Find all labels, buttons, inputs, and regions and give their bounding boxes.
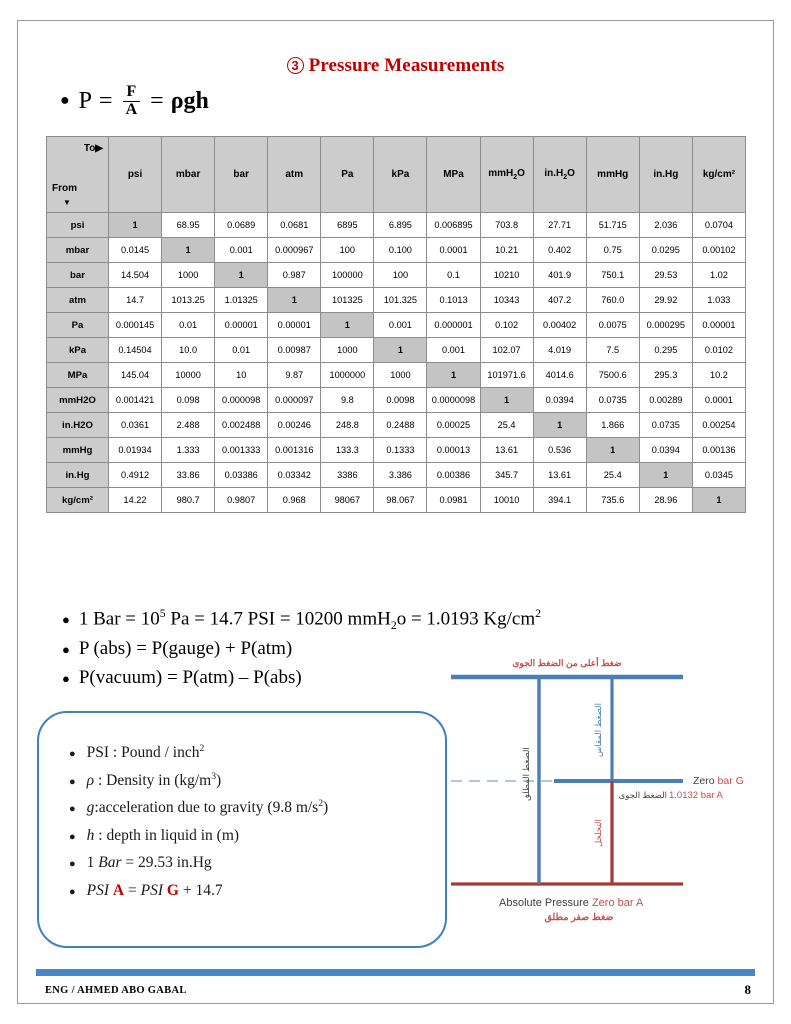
table-cell: 9.87 [268, 363, 321, 388]
table-cell: 0.0361 [109, 413, 162, 438]
table-cell: 6.895 [374, 213, 427, 238]
diagram-zero-bar-g: Zero bar G [693, 775, 744, 787]
table-cell: 407.2 [533, 288, 586, 313]
table-cell: 0.000097 [268, 388, 321, 413]
table-cell: 133.3 [321, 438, 374, 463]
table-cell: 10010 [480, 488, 533, 513]
formula-rho-gh: ρgh [170, 87, 209, 114]
table-cell: 102.07 [480, 338, 533, 363]
table-row [47, 463, 746, 488]
table-cell: 100 [374, 263, 427, 288]
table-cell: 0.0394 [639, 438, 692, 463]
table-cell: 1 [162, 238, 215, 263]
table-row [47, 313, 746, 338]
table-cell: 10.0 [162, 338, 215, 363]
table-cell: 0.102 [480, 313, 533, 338]
table-cell: 13.61 [480, 438, 533, 463]
table-cell: 100 [321, 238, 374, 263]
table-cell: 0.002488 [215, 413, 268, 438]
table-row-header: psi [47, 213, 109, 238]
table-cell: 980.7 [162, 488, 215, 513]
table-cell: 0.0102 [692, 338, 745, 363]
table-cell: 0.00289 [639, 388, 692, 413]
table-cell: 0.000145 [109, 313, 162, 338]
table-cell: 0.00386 [427, 463, 480, 488]
list-item [69, 849, 437, 877]
table-cell: 1 [480, 388, 533, 413]
table-cell: 1 [109, 213, 162, 238]
diagram-top-label: ضغط أعلى من الضغط الجوى [512, 658, 622, 668]
table-cell: 0.00013 [427, 438, 480, 463]
table-row [47, 338, 746, 363]
table-cell: 0.001333 [215, 438, 268, 463]
table-row-header: bar [47, 263, 109, 288]
bullet-icon: ● [62, 670, 70, 686]
bullet-icon: ● [69, 830, 76, 843]
diagram-bottom-label: ضغط صفر مطلق [544, 912, 614, 923]
table-cell: 401.9 [533, 263, 586, 288]
table-cell: 1 [215, 263, 268, 288]
footer-author: ENG / AHMED ABO GABAL [45, 985, 187, 996]
title-text-wrap [287, 55, 505, 77]
table-column-header: $in.H_2O$ [533, 137, 586, 213]
table-cell: 735.6 [586, 488, 639, 513]
title-label: Pressure Measurements [308, 55, 505, 76]
equation-vacuum-pressure: P(vacuum) = P(atm) – P(abs) [78, 666, 302, 688]
table-cell: 0.006895 [427, 213, 480, 238]
corner-to-label: To▶ [83, 143, 103, 154]
definition-psi-abs-gauge: PSI A = PSI G + 14.7 [86, 881, 223, 899]
table-cell: 0.0704 [692, 213, 745, 238]
table-cell: 0.01 [162, 313, 215, 338]
table-cell: 0.1333 [374, 438, 427, 463]
table-cell: 0.0000098 [427, 388, 480, 413]
table-cell: 3.386 [374, 463, 427, 488]
table-cell: 0.00102 [692, 238, 745, 263]
table-cell: 0.0689 [215, 213, 268, 238]
table-cell: 1 [533, 413, 586, 438]
table-cell: 13.61 [533, 463, 586, 488]
table-cell: 0.0735 [586, 388, 639, 413]
table-cell: 0.1 [427, 263, 480, 288]
table-cell: 10210 [480, 263, 533, 288]
definition-gravity: g:acceleration due to gravity (9.8 $m/s^2$) [86, 798, 329, 817]
footer-accent-bar [36, 969, 755, 976]
table-cell: 0.000295 [639, 313, 692, 338]
list-item [69, 767, 437, 795]
table-cell: 0.0001 [427, 238, 480, 263]
table-cell: 14.22 [109, 488, 162, 513]
table-cell: 248.8 [321, 413, 374, 438]
table-cell: 0.295 [639, 338, 692, 363]
table-row [47, 213, 746, 238]
table-cell: 0.0075 [586, 313, 639, 338]
table-cell: 0.14504 [109, 338, 162, 363]
list-item [69, 877, 437, 905]
table-cell: 101.325 [374, 288, 427, 313]
table-row-header: atm [47, 288, 109, 313]
table-cell: 1 [321, 313, 374, 338]
table-cell: 25.4 [480, 413, 533, 438]
table-row [47, 413, 746, 438]
table-cell: 0.000098 [215, 388, 268, 413]
table-cell: 0.987 [268, 263, 321, 288]
table-cell: 0.001316 [268, 438, 321, 463]
table-cell: 0.536 [533, 438, 586, 463]
table-cell: 10 [215, 363, 268, 388]
table-row-header: in.Hg [47, 463, 109, 488]
table-cell: 1000 [321, 338, 374, 363]
table-cell: 4.019 [533, 338, 586, 363]
table-cell: 1000 [162, 263, 215, 288]
pressure-diagram-svg [451, 648, 771, 923]
table-cell: 0.00001 [268, 313, 321, 338]
table-column-header: mmHg [586, 137, 639, 213]
conversion-table-container [46, 136, 746, 513]
table-row-header: mbar [47, 238, 109, 263]
table-cell: 345.7 [480, 463, 533, 488]
page-number: 8 [744, 982, 751, 997]
table-row [47, 488, 746, 513]
table-column-header: Pa [321, 137, 374, 213]
table-cell: 1 [268, 288, 321, 313]
table-cell: 394.1 [533, 488, 586, 513]
table-cell: 0.00025 [427, 413, 480, 438]
table-cell: 4014.6 [533, 363, 586, 388]
table-cell: 0.00987 [268, 338, 321, 363]
table-cell: 1000 [374, 363, 427, 388]
table-column-header: mbar [162, 137, 215, 213]
table-cell: 2.488 [162, 413, 215, 438]
table-cell: 51.715 [586, 213, 639, 238]
diagram-absolute-label: الضغط المطلق [521, 747, 531, 801]
bullet-icon: ● [62, 612, 70, 628]
definition-psi: PSI : Pound / inch$^2$ [86, 742, 205, 761]
table-row [47, 363, 746, 388]
table-cell: 0.968 [268, 488, 321, 513]
table-row-header: in.H2O [47, 413, 109, 438]
table-cell: 0.75 [586, 238, 639, 263]
list-item [69, 822, 437, 850]
table-cell: 0.00001 [215, 313, 268, 338]
definition-bar-inhg: 1 Bar = 29.53 in.Hg [86, 854, 212, 872]
table-row [47, 388, 746, 413]
table-cell: 0.01 [215, 338, 268, 363]
formula-numerator: F [126, 83, 137, 100]
table-cell: 14.7 [109, 288, 162, 313]
title-number-badge: 3 [287, 57, 304, 74]
table-cell: 25.4 [586, 463, 639, 488]
table-cell: 295.3 [639, 363, 692, 388]
table-cell: 1 [639, 463, 692, 488]
diagram-absolute-pressure-label: Absolute Pressure Zero bar A [499, 897, 644, 909]
table-cell: 33.86 [162, 463, 215, 488]
table-column-header: psi [109, 137, 162, 213]
table-column-header: MPa [427, 137, 480, 213]
table-header-row [47, 137, 746, 213]
table-cell: 1.866 [586, 413, 639, 438]
main-formula [60, 84, 209, 119]
table-cell: 98.067 [374, 488, 427, 513]
table-header [47, 137, 746, 213]
table-cell: 68.95 [162, 213, 215, 238]
table-cell: 145.04 [109, 363, 162, 388]
formula-equals-1: = [99, 87, 113, 114]
table-cell: 10.21 [480, 238, 533, 263]
table-cell: 750.1 [586, 263, 639, 288]
table-cell: 1.033 [692, 288, 745, 313]
list-item [69, 739, 437, 767]
table-cell: 0.00136 [692, 438, 745, 463]
table-cell: 0.001421 [109, 388, 162, 413]
table-cell: 2.036 [639, 213, 692, 238]
table-cell: 29.53 [639, 263, 692, 288]
table-cell: 0.4912 [109, 463, 162, 488]
table-column-header: bar [215, 137, 268, 213]
table-column-header: kg/cm² [692, 137, 745, 213]
table-cell: 101325 [321, 288, 374, 313]
table-row-header: kg/cm² [47, 488, 109, 513]
bullet-icon: ● [69, 775, 76, 788]
formula-p: P [78, 87, 93, 114]
table-cell: 29.92 [639, 288, 692, 313]
table-row-header: mmHg [47, 438, 109, 463]
table-cell: 0.00246 [268, 413, 321, 438]
table-corner-cell [47, 137, 109, 213]
diagram-atm-value: 1.0132 bar A [669, 790, 723, 801]
table-column-header: atm [268, 137, 321, 213]
table-cell: 1013.25 [162, 288, 215, 313]
table-cell: 0.0981 [427, 488, 480, 513]
table-cell: 0.000967 [268, 238, 321, 263]
table-cell: 0.00402 [533, 313, 586, 338]
list-item [69, 794, 437, 822]
table-column-header: mmH$_2$O [480, 137, 533, 213]
bullet-icon: ● [60, 92, 70, 110]
table-cell: 1 [586, 438, 639, 463]
formula-equals-2: = [150, 87, 164, 114]
table-row [47, 288, 746, 313]
table-cell: 9.8 [321, 388, 374, 413]
table-row-header: Pa [47, 313, 109, 338]
table-cell: 0.00254 [692, 413, 745, 438]
table-cell: 101971.6 [480, 363, 533, 388]
bullet-icon: ● [69, 803, 76, 816]
table-cell: 1000000 [321, 363, 374, 388]
table-cell: 1.01325 [215, 288, 268, 313]
table-cell: 0.402 [533, 238, 586, 263]
table-row [47, 238, 746, 263]
table-cell: 1.333 [162, 438, 215, 463]
diagram-gauge-label: الضغط المقاس [593, 703, 603, 757]
table-column-header: in.Hg [639, 137, 692, 213]
corner-from-label: From [52, 183, 77, 194]
table-cell: 0.0295 [639, 238, 692, 263]
table-cell: 3386 [321, 463, 374, 488]
table-cell: 28.96 [639, 488, 692, 513]
table-cell: 1 [427, 363, 480, 388]
definitions-box [37, 711, 447, 948]
table-cell: 0.03342 [268, 463, 321, 488]
table-row-header: mmH2O [47, 388, 109, 413]
table-row-header: MPa [47, 363, 109, 388]
table-cell: 0.0345 [692, 463, 745, 488]
table-cell: 0.00001 [692, 313, 745, 338]
table-row [47, 438, 746, 463]
bullet-icon: ● [69, 885, 76, 898]
table-cell: 1 [374, 338, 427, 363]
equation-absolute-pressure: P (abs) = P(gauge) + P(atm) [78, 638, 293, 660]
table-cell: 0.001 [215, 238, 268, 263]
table-cell: 0.2488 [374, 413, 427, 438]
page-title [17, 55, 774, 77]
table-cell: 0.0098 [374, 388, 427, 413]
bullet-icon: ● [69, 748, 76, 760]
table-cell: 0.000001 [427, 313, 480, 338]
table-cell: 0.0681 [268, 213, 321, 238]
definition-depth: h : depth in liquid in (m) [86, 826, 240, 844]
table-cell: 0.100 [374, 238, 427, 263]
table-cell: 10343 [480, 288, 533, 313]
chevron-down-icon: ▼ [63, 198, 71, 207]
conversion-table [46, 136, 746, 513]
table-cell: 6895 [321, 213, 374, 238]
table-cell: 0.001 [427, 338, 480, 363]
table-cell: 0.0145 [109, 238, 162, 263]
diagram-vacuum-label: التخلخل [593, 819, 603, 847]
table-cell: 703.8 [480, 213, 533, 238]
table-cell: 760.0 [586, 288, 639, 313]
table-cell: 7500.6 [586, 363, 639, 388]
table-column-header: kPa [374, 137, 427, 213]
table-cell: 0.03386 [215, 463, 268, 488]
table-cell: 98067 [321, 488, 374, 513]
table-cell: 27.71 [533, 213, 586, 238]
formula-fraction [123, 84, 141, 119]
diagram-atm-arabic: الضغط الجوى [618, 790, 667, 800]
table-cell: 14.504 [109, 263, 162, 288]
table-row [47, 263, 746, 288]
table-cell: 1.02 [692, 263, 745, 288]
definition-rho: ρ : Density in $(kg/m^3)$ [86, 770, 222, 789]
table-cell: 7.5 [586, 338, 639, 363]
table-cell: 10000 [162, 363, 215, 388]
table-cell: 0.9807 [215, 488, 268, 513]
equation-bar-conversion: 1 Bar = $10^5$ Pa = 14.7 PSI = 10200 mmH$_2$o = 1.0193 $Kg/cm^2$ [78, 607, 542, 633]
table-cell: 0.0735 [639, 413, 692, 438]
bullet-icon: ● [69, 858, 76, 871]
table-row-header: kPa [47, 338, 109, 363]
pressure-diagram [451, 648, 771, 923]
table-cell: 0.01934 [109, 438, 162, 463]
bullet-icon: ● [62, 642, 70, 658]
table-cell: 100000 [321, 263, 374, 288]
formula-denominator: A [123, 101, 141, 119]
table-cell: 10.2 [692, 363, 745, 388]
table-body [47, 213, 746, 513]
table-cell: 0.0394 [533, 388, 586, 413]
definitions-list [69, 739, 437, 904]
table-cell: 1 [692, 488, 745, 513]
list-item [62, 605, 541, 635]
table-cell: 0.098 [162, 388, 215, 413]
table-cell: 0.0001 [692, 388, 745, 413]
table-cell: 0.1013 [427, 288, 480, 313]
table-cell: 0.001 [374, 313, 427, 338]
